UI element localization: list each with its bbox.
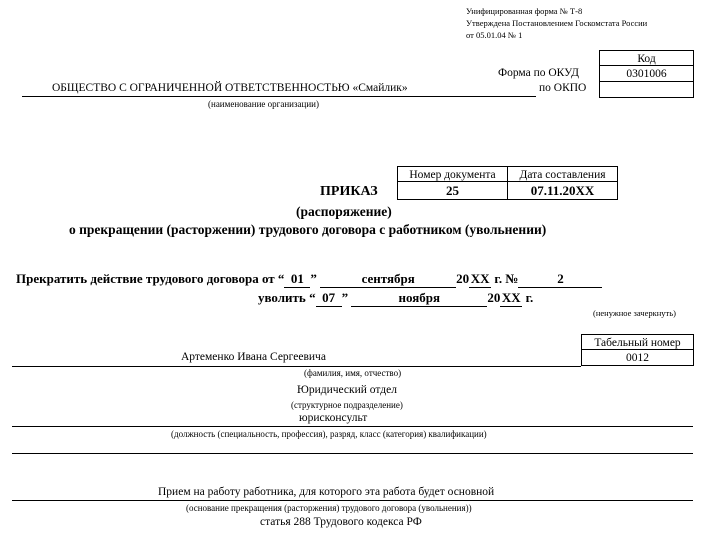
position-name: юрисконсульт [299, 412, 368, 424]
position-underline [12, 426, 693, 427]
basis-reason: Прием на работу работника, для которого эта работа будет основной [158, 486, 495, 498]
doc-number-header: Номер документа [397, 166, 508, 182]
quote-open-2: “ [309, 290, 316, 305]
quote-close-1: ” [310, 271, 317, 286]
tab-number-header: Табельный номер [581, 334, 694, 350]
organization-name: ОБЩЕСТВО С ОГРАНИЧЕННОЙ ОТВЕТСТВЕННОСТЬЮ «Смайлик» [52, 82, 408, 94]
contract-day-2: 07 [316, 290, 342, 307]
okud-label: Форма по ОКУД [498, 67, 579, 79]
form-type-line: Унифицированная форма № Т-8 [466, 6, 583, 16]
year-prefix-2: 20 [487, 290, 501, 305]
contract-line1-text: Прекратить действие трудового договора от [16, 271, 275, 286]
department-name: Юридический отдел [297, 384, 397, 396]
contract-month-1: сентября [320, 271, 456, 288]
year-suffix-1: г. № [494, 271, 519, 286]
quote-close-2: ” [341, 290, 349, 305]
employee-name-caption: (фамилия, имя, отчество) [304, 368, 402, 378]
basis-caption: (основание прекращения (расторжения) трудового договора (увольнения)) [186, 503, 472, 513]
form-approval-line: Утверждена Постановлением Госкомстата России [466, 18, 648, 28]
organization-caption: (наименование организации) [208, 99, 319, 109]
okpo-label: по ОКПО [539, 82, 587, 94]
doc-number-value: 25 [397, 181, 508, 200]
position-caption: (должность (специальность, профессия), разряд, класс (категория) квалификации) [171, 429, 487, 439]
organization-underline [22, 96, 536, 97]
strike-note: (ненужное зачеркнуть) [593, 308, 676, 318]
contract-number: 2 [518, 271, 602, 288]
doc-date-header: Дата составления [507, 166, 618, 182]
doc-date-value: 07.11.20ХХ [507, 181, 618, 200]
tab-number-value: 0012 [581, 349, 694, 366]
employee-name: Артеменко Ивана Сергеевича [181, 351, 326, 363]
basis-underline [12, 500, 693, 501]
year-prefix-1: 20 [456, 271, 470, 286]
year-suffix-2: г. [525, 290, 534, 305]
contract-day-1: 01 [284, 271, 310, 288]
document-subtitle: (распоряжение) [296, 204, 392, 219]
position-extra-line [12, 453, 693, 454]
contract-line2-text: уволить [258, 290, 306, 305]
okud-value-cell: 0301006 [599, 65, 694, 82]
contract-line-2 [258, 290, 533, 307]
quote-open-1: “ [277, 271, 285, 286]
contract-year-2: ХХ [501, 290, 521, 305]
okpo-value-cell [599, 81, 694, 98]
form-date-line: от 05.01.04 № 1 [466, 30, 523, 40]
contract-year-1: ХХ [470, 271, 490, 286]
document-title: ПРИКАЗ [320, 184, 378, 199]
department-caption: (структурное подразделение) [291, 400, 403, 410]
contract-month-2: ноября [351, 290, 487, 307]
employee-name-underline [12, 366, 581, 367]
document-subject: о прекращении (расторжении) трудового договора с работником (увольнении) [69, 222, 547, 237]
code-header-cell: Код [599, 50, 694, 66]
basis-article: статья 288 Трудового кодекса РФ [260, 516, 422, 528]
contract-line-1 [16, 271, 602, 288]
